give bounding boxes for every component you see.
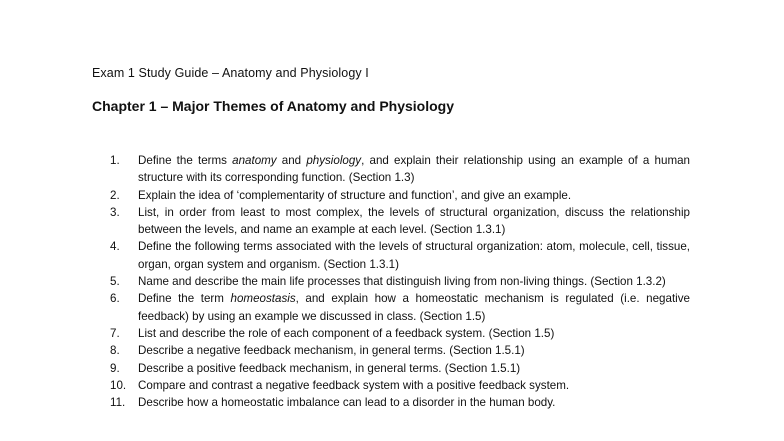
document-header: Exam 1 Study Guide – Anatomy and Physiology I	[92, 66, 369, 80]
term-physiology: physiology	[306, 154, 362, 167]
objective-text: Describe a positive feedback mechanism, in general terms. (Section 1.5.1)	[138, 361, 521, 375]
objective-number: 5.	[110, 275, 120, 289]
objective-text: Compare and contrast a negative feedback system with a positive feedback system.	[138, 378, 570, 392]
term-anatomy: anatomy	[232, 154, 277, 167]
objective-item-3	[110, 204, 690, 239]
objective-number: 10.	[110, 378, 127, 392]
objective-number: 7.	[110, 326, 120, 340]
objective-text-part: , and explain how a homeostatic mechanism is regulated (i.e. negative feedback) by using an example we discussed in class. (Section 1.5)	[138, 292, 690, 323]
objective-item-6	[110, 290, 690, 325]
objective-text-part: and	[276, 154, 307, 167]
learning-objectives-list	[110, 152, 690, 411]
objective-item-8	[110, 342, 690, 359]
objective-text	[138, 290, 690, 325]
objective-text: Describe how a homeostatic imbalance can lead to a disorder in the human body.	[138, 396, 556, 410]
objective-item-5	[110, 273, 690, 290]
objective-text: List and describe the role of each component of a feedback system. (Section 1.5)	[138, 326, 555, 340]
objective-number: 1.	[110, 154, 120, 167]
objective-number: 8.	[110, 344, 120, 358]
objective-number: 3.	[110, 205, 120, 219]
term-homeostasis: homeostasis	[230, 292, 296, 306]
objective-number: 11.	[110, 396, 126, 410]
objective-text: Explain the idea of ‘complementarity of structure and function’, and give an example.	[138, 188, 572, 202]
objective-item-10	[110, 377, 690, 394]
objective-text: Name and describe the main life processes that distinguish living from non-living things. (Section 1.3.2)	[138, 275, 666, 289]
objective-item-2	[110, 187, 690, 204]
objective-number: 4.	[110, 240, 120, 254]
objective-number: 2.	[110, 188, 120, 202]
objective-text: Describe a negative feedback mechanism, in general terms. (Section 1.5.1)	[138, 344, 525, 358]
objective-number: 9.	[110, 361, 120, 375]
objective-text: Define the following terms associated with the levels of structural organization: atom, molecule, cell, tissue, organ, organ system and organism. (Section 1.3.1)	[138, 240, 690, 271]
objective-text-part: Define the term	[138, 292, 231, 306]
objective-text: List, in order from least to most complex, the levels of structural organization, discuss the relationship between the levels, and name an example at each level. (Section 1.3.1)	[138, 205, 690, 237]
objective-item-7	[110, 325, 690, 342]
objective-item-4	[110, 238, 690, 273]
chapter-title: Chapter 1 – Major Themes of Anatomy and Physiology	[92, 98, 454, 114]
objective-number: 6.	[110, 292, 120, 306]
objective-text-part: , and explain their relationship using an example of a human structure with its corresponding function. (Section 1.3)	[138, 154, 690, 185]
objective-item-1	[110, 152, 690, 187]
objective-text	[138, 152, 690, 187]
objective-text-part: Define the terms	[138, 154, 233, 167]
objective-item-9	[110, 360, 690, 377]
objective-item-11	[110, 394, 690, 411]
